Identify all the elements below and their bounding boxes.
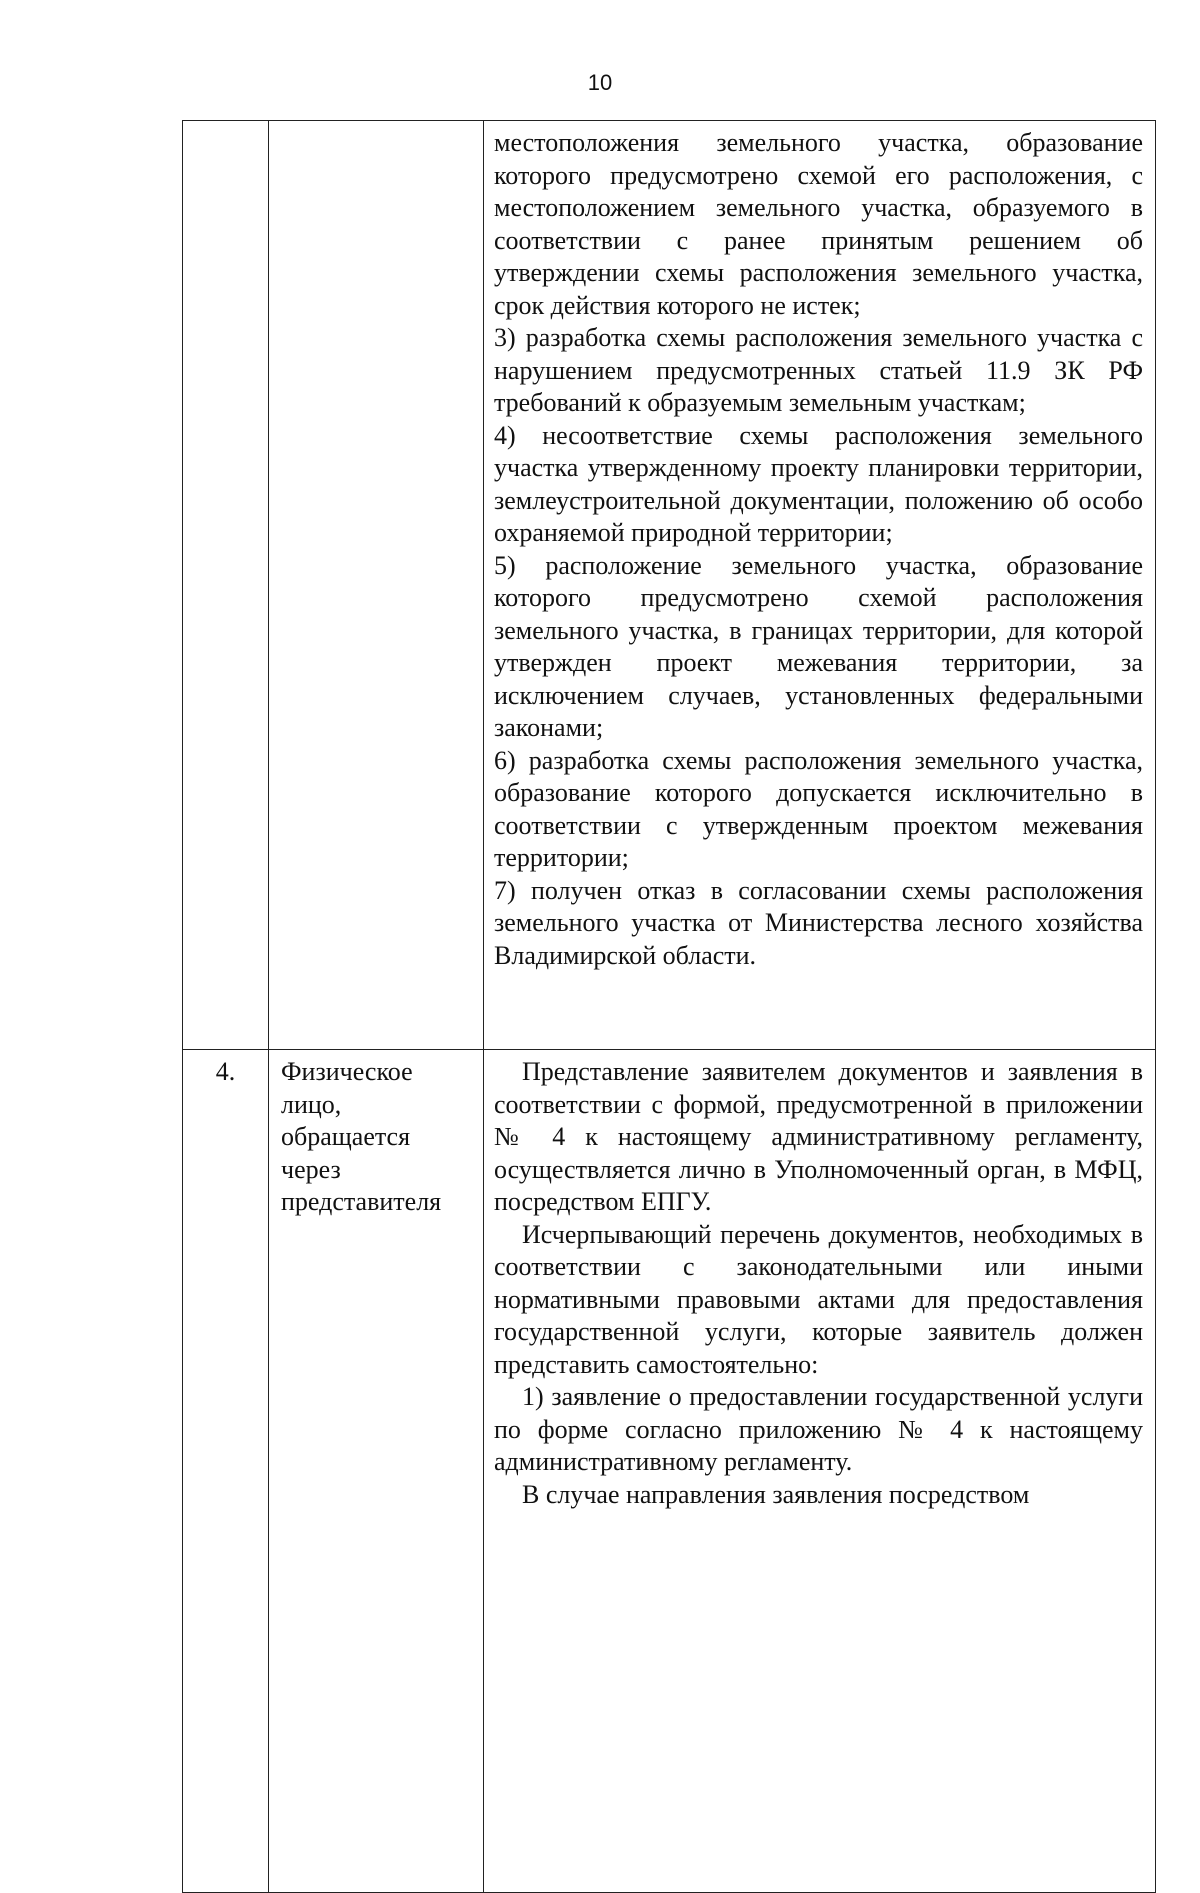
paragraph: местоположения земельного участка, образование которого предусмотрено схемой его расположения, с местоположением земельного участка, образуемого в соответствии с ранее принятым решением об утверждении схемы расположения земельного участка, срок действия которого не истек; xyxy=(494,128,1143,320)
description-cell xyxy=(484,1050,1156,1893)
list-item: 1) заявление о предоставлении государственной услуги по форме согласно приложению № 4 к настоящему административному регламенту. xyxy=(494,1382,1143,1476)
table-row xyxy=(183,1050,1156,1893)
table-row xyxy=(183,121,1156,1050)
list-item: 6) разработка схемы расположения земельного участка, образование которого допускается исключительно в соответствии с утвержденным проектом межевания территории; xyxy=(494,745,1143,872)
list-item: 3) разработка схемы расположения земельного участка с нарушением предусмотренных статьей 11.9 ЗК РФ требований к образуемым земельным участкам; xyxy=(494,323,1143,417)
description-cell xyxy=(484,121,1156,1050)
list-item: 5) расположение земельного участка, образование которого предусмотрено схемой расположения земельного участка, в границах территории, для которой утвержден проект межевания территории, за исключением случаев, установленных федеральными законами; xyxy=(494,550,1143,742)
row-number-cell xyxy=(183,121,269,1050)
paragraph: В случае направления заявления посредством xyxy=(522,1479,1030,1509)
applicant-cell: Физическое лицо, обращается через представителя xyxy=(269,1050,484,1893)
paragraph: Исчерпывающий перечень документов, необходимых в соответствии с законодательными или иными нормативными правовыми актами для предоставления государственной услуги, которые заявитель должен представить самостоятельно: xyxy=(494,1219,1143,1379)
applicant-cell xyxy=(269,121,484,1050)
paragraph: Представление заявителем документов и заявления в соответствии с формой, предусмотренной в приложении № 4 к настоящему административному регламенту, осуществляется лично в Уполномоченный орган, в МФЦ, посредством ЕПГУ. xyxy=(494,1057,1143,1216)
list-item: 7) получен отказ в согласовании схемы расположения земельного участка от Министерства лесного хозяйства Владимирской области. xyxy=(494,875,1143,970)
document-table xyxy=(182,120,1156,1893)
list-item: 4) несоответствие схемы расположения земельного участка утвержденному проекту планировки территории, землеустроительной документации, положению об особо охраняемой природной территории; xyxy=(494,420,1143,547)
row-number-cell: 4. xyxy=(183,1050,269,1893)
page-number: 10 xyxy=(587,70,613,95)
